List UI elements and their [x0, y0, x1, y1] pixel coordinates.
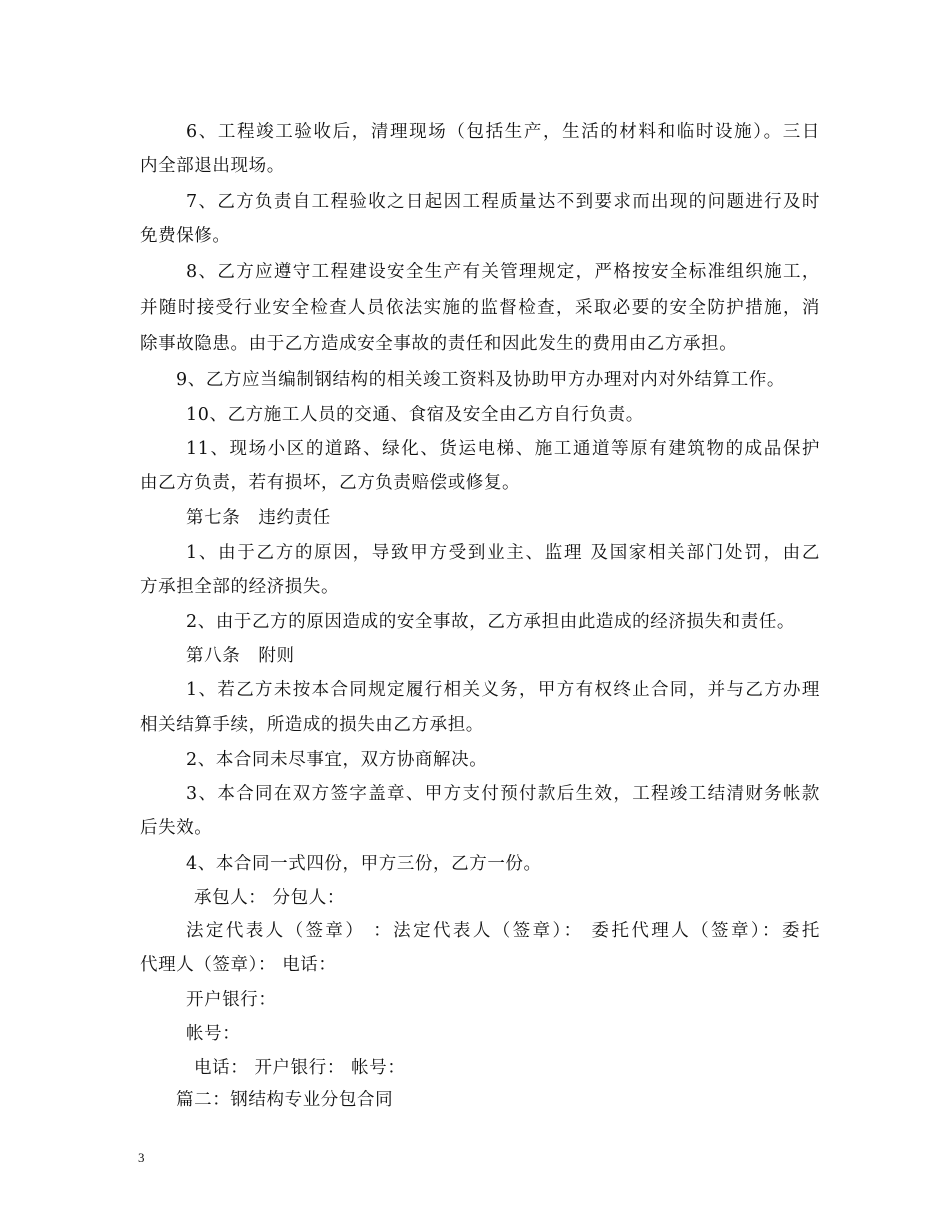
paragraph-line: 相关结算手续，所造成的损失由乙方承担。	[140, 715, 484, 735]
signature-line: 代理人（签章）： 电话：	[140, 955, 337, 975]
paragraph-line: 内全部退出现场。	[140, 156, 285, 176]
paragraph-line: 1、若乙方未按本合同规定履行相关义务，甲方有权终止合同，并与乙方办理	[186, 680, 820, 700]
paragraph-line: 免费保修。	[140, 226, 231, 246]
signature-line: 承包人： 分包人：	[194, 888, 345, 908]
page-number: 3	[138, 1150, 145, 1165]
paragraph-line: 2、本合同未尽事宜，双方协商解决。	[186, 750, 488, 770]
signature-line: 开户银行：	[186, 990, 277, 1010]
paragraph-line: 4、本合同一式四份，甲方三份，乙方一份。	[186, 854, 542, 874]
signature-line: 帐号：	[186, 1024, 241, 1044]
paragraph-line: 3、本合同在双方签字盖章、甲方支付预付款后生效，工程竣工结清财务帐款	[186, 784, 820, 804]
paragraph-line: 1、由于乙方的原因，导致甲方受到业主、监理 及国家相关部门处罚，由乙	[186, 543, 820, 563]
paragraph-line: 7、乙方负责自工程验收之日起因工程质量达不到要求而出现的问题进行及时	[186, 192, 820, 212]
section-heading: 篇二：钢结构专业分包合同	[176, 1090, 394, 1110]
paragraph-line: 6、工程竣工验收后，清理现场（包括生产，生活的材料和临时设施）。三日	[186, 122, 820, 142]
section-heading: 第七条 违约责任	[186, 508, 331, 528]
paragraph-line: 8、乙方应遵守工程建设安全生产有关管理规定，严格按安全标准组织施工，	[186, 262, 820, 282]
paragraph-line: 2、由于乙方的原因造成的安全事故，乙方承担由此造成的经济损失和责任。	[186, 612, 796, 632]
paragraph-line: 除事故隐患。由于乙方造成安全事故的责任和因此发生的费用由乙方承担。	[140, 334, 738, 354]
signature-line: 法定代表人（签章） ：法定代表人（签章）： 委托代理人（签章）：委托	[186, 921, 820, 941]
section-heading: 第八条 附则	[186, 646, 295, 666]
paragraph-line: 方承担全部的经济损失。	[140, 577, 340, 597]
paragraph-line: 后失效。	[140, 818, 213, 838]
paragraph-line: 11、现场小区的道路、绿化、货运电梯、施工通道等原有建筑物的成品保护	[186, 439, 820, 459]
paragraph-line: 9、乙方应当编制钢结构的相关竣工资料及协助甲方办理对内对外结算工作。	[176, 370, 786, 390]
paragraph-line: 由乙方负责，若有损坏，乙方负责赔偿或修复。	[140, 473, 521, 493]
paragraph-line: 并随时接受行业安全检查人员依法实施的监督检查，采取必要的安全防护措施，消	[140, 298, 820, 318]
paragraph-line: 10、乙方施工人员的交通、食宿及安全由乙方自行负责。	[186, 405, 644, 425]
signature-line: 电话： 开户银行： 帐号：	[194, 1058, 406, 1078]
